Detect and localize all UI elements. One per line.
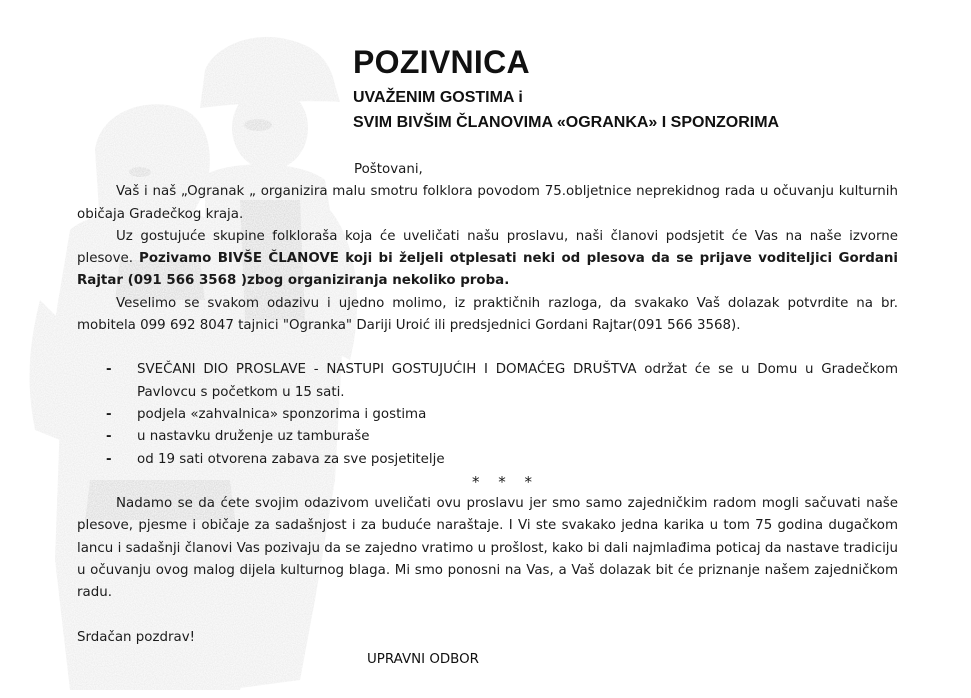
section-separator: * * * [471, 472, 540, 491]
program-item [77, 404, 898, 426]
program-item-text: od 19 sati otvorena zabava za sve posjetitelje [137, 451, 445, 467]
program-item [77, 359, 898, 404]
greeting: Poštovani, [354, 162, 423, 177]
program-item-text: u nastavku druženje uz tamburaše [137, 429, 370, 445]
program-list [77, 359, 898, 470]
former-members-call: Pozivamo BIVŠE ČLANOVE koji bi željeli otplesati neki od plesova da se prijave voditeljici Gordani Rajtar (091 566 3568 )zbog organiziranja nekoliko proba. [77, 251, 898, 289]
paragraph-guests-text: Uz gostujuće skupine folkloraša koja će uveličati našu proslavu, naši članovi podsjetit će Vas na naše izvorne plesove. [77, 228, 898, 267]
bullet-dash: - [106, 406, 112, 422]
bullet-dash: - [106, 362, 112, 378]
letter-body [77, 159, 898, 649]
paragraph-intro: Vaš i naš „Ogranak „ organizira malu smotru folklora povodom 75.obljetnice neprekidnog rada u očuvanju kulturnih običaja Gradečkog kraja. [77, 184, 898, 222]
program-item [77, 449, 898, 471]
paragraph-closing: Nadamo se da ćete svojim odazivom uveličati ovu proslavu jer smo samo zajedničkim radom mogli sačuvati naše plesove, pjesme i običaje za sadašnjost i za buduće naraštaje. I Vi ste svakako jedna karika u tom 75 godina dugačkom lancu i sadašnji članovi Vas pozivaju da se zajedno vratimo u prošlost, kako bi dali najmlađima poticaj da nastave tradiciju u očuvanju ovog malog dijela kulturnog blaga. Mi smo ponosni na Vas, a Vaš dolazak bit će priznanje našem zajedničkom radu. [77, 496, 898, 601]
page-title: POZIVNICA [353, 44, 530, 80]
paragraph-guests [77, 226, 898, 293]
program-item-text: SVEČANI DIO PROSLAVE - NASTUPI GOSTUJUĆIH I DOMAĆEG DRUŠTVA održat će se u Domu u Gradečkom Pavlovcu s početkom u 15 sati. [137, 362, 898, 400]
spacer [77, 605, 898, 627]
program-item [77, 426, 898, 448]
addressee-line-guests: UVAŽENIM GOSTIMA i [353, 89, 523, 106]
spacer [77, 337, 898, 359]
signature: UPRAVNI ODBOR [367, 652, 479, 667]
bullet-dash: - [106, 429, 112, 445]
sign-off: Srdačan pozdrav! [77, 629, 196, 645]
bullet-dash: - [106, 451, 112, 467]
paragraph-confirmation: Veselimo se svakom odazivu i ujedno molimo, iz praktičnih razloga, da svakako Vaš dolazak potvrdite na br. mobitela 099 692 8047 tajnici "Ogranka" Dariji Uroić ili predsjednici Gordani Rajtar(091 566 3568). [77, 295, 898, 334]
addressee-line-members: SVIM BIVŠIM ČLANOVIMA «OGRANKA» I SPONZORIMA [353, 114, 780, 131]
program-item-text: podjela «zahvalnica» sponzorima i gostima [137, 406, 427, 422]
